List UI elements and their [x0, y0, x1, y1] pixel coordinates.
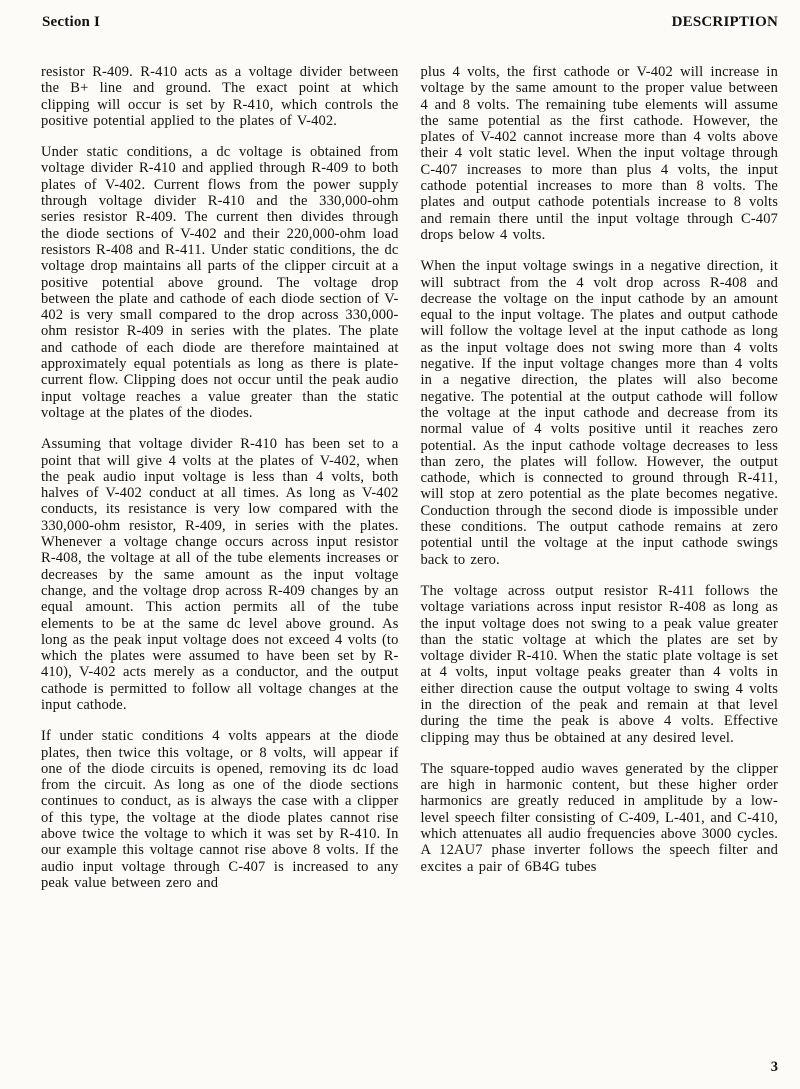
right-paragraph-3: The voltage across output resistor R-411 follows the voltage variations across input resistor R-408 as long as the input voltage does not swing to a peak value greater than the static voltage at which the plates are set by voltage divider R-410. When the static plate voltage is set at 4 volts, input voltage peaks greater than 4 volts in either direction cause the output voltage to swing 4 volts in the direction of the peak and remain at that level during the time the peak is above 4 volts. Effective clipping may thus be obtained at any desired level.	[420, 582, 778, 746]
left-paragraph-2: Under static conditions, a dc voltage is obtained from voltage divider R-410 and applied through R-409 to both plates of V-402. Current flows from the power supply through voltage divider R-410 and the 330,000-ohm series resistor R-409. The current then divides through the diode sections of V-402 and their 220,000-ohm load resistors R-408 and R-411. Under static conditions, the dc voltage drop maintains all parts of the clipper circuit at a positive potential above ground. The voltage drop between the plate and cathode of each diode section of V-402 is very small compared to the drop across 330,000-ohm resistor R-409 in series with the plates. The plate and cathode of each diode are therefore maintained at approximately equal potentials as long as there is plate-current flow. Clipping does not occur until the peak audio input voltage reaches a value greater than the static voltage at the plates of the diodes.	[41, 144, 399, 421]
right-paragraph-1: plus 4 volts, the first cathode or V-402 will increase in voltage by the same amount to the proper value between 4 and 8 volts. The remaining tube elements will assume the same potential as the first cathode. However, the plates of V-402 cannot increase more than 4 volts above their 4 volt static level. When the input voltage through C-407 increases to more than plus 4 volts, the input cathode potential increases to more than 8 volts. The plates and output cathode potentials increase to 8 volts and remain there until the input voltage through C-407 drops below 4 volts.	[420, 64, 778, 243]
left-paragraph-3: Assuming that voltage divider R-410 has been set to a point that will give 4 volts at the plates of V-402, when the peak audio input voltage is less than 4 volts, both halves of V-402 conduct at all times. As long as V-402 conducts, its resistance is very low compared with the 330,000-ohm resistor, R-409, in series with the plates. Whenever a voltage change occurs across input resistor R-408, the voltage at all of the tube elements increases or decreases by the same amount as the input voltage change, and the voltage drop across R-409 changes by an equal amount. This action permits all of the tube elements to be at the same dc level above ground. As long as the peak input voltage does not exceed 4 volts (to which the plates were assumed to have been set by R-410), V-402 acts merely as a conductor, and the output cathode is permitted to follow all voltage changes at the input cathode.	[41, 436, 399, 713]
left-paragraph-4: If under static conditions 4 volts appears at the diode plates, then twice this voltage, or 8 volts, will appear if one of the diode circuits is opened, removing its dc load from the circuit. As long as one of the diode sections continues to conduct, as is always the case with a clipper of this type, the voltage at the diode plates cannot rise above twice the voltage to which it was set by R-410. In our example this voltage cannot rise above 8 volts. If the audio input voltage through C-407 is increased to any peak value between zero and	[41, 728, 399, 891]
page-header	[42, 14, 778, 31]
page-title: DESCRIPTION	[671, 14, 778, 30]
right-paragraph-4: The square-topped audio waves generated by the clipper are high in harmonic content, but these higher order harmonics are greatly reduced in amplitude by a low-level speech filter consisting of C-409, L-401, and C-410, which attenuates all audio frequencies above 3000 cycles. A 12AU7 phase inverter follows the speech filter and excites a pair of 6B4G tubes	[420, 760, 778, 875]
right-column	[421, 64, 779, 891]
two-column-body	[41, 64, 778, 891]
right-paragraph-2: When the input voltage swings in a negative direction, it will subtract from the 4 volt drop across R-408 and decrease the voltage on the input cathode by an amount equal to the input voltage. The plates and output cathode will follow the voltage level at the input cathode as long as the input voltage does not swing more than 4 volts negative. If the input voltage changes more than 4 volts in a negative direction, the plates will also become negative. The potential at the output cathode will follow the voltage at the input cathode and decrease from its normal value of 4 volts positive until it reaches zero potential. As the input cathode voltage decreases to less than zero, the plates will follow. However, the output cathode, which is connected to ground through R-411, will stop at zero potential as the plate becomes negative. Conduction through the second diode is impossible under these conditions. The output cathode remains at zero potential until the voltage at the input cathode swings back to zero.	[420, 258, 778, 568]
left-column	[41, 64, 399, 891]
section-label: Section I	[42, 14, 101, 30]
left-paragraph-1: resistor R-409. R-410 acts as a voltage divider between the B+ line and ground. The exact point at which clipping will occur is set by R-410, which controls the positive potential applied to the plates of V-402.	[41, 64, 399, 129]
page-number: 3	[770, 1059, 778, 1075]
